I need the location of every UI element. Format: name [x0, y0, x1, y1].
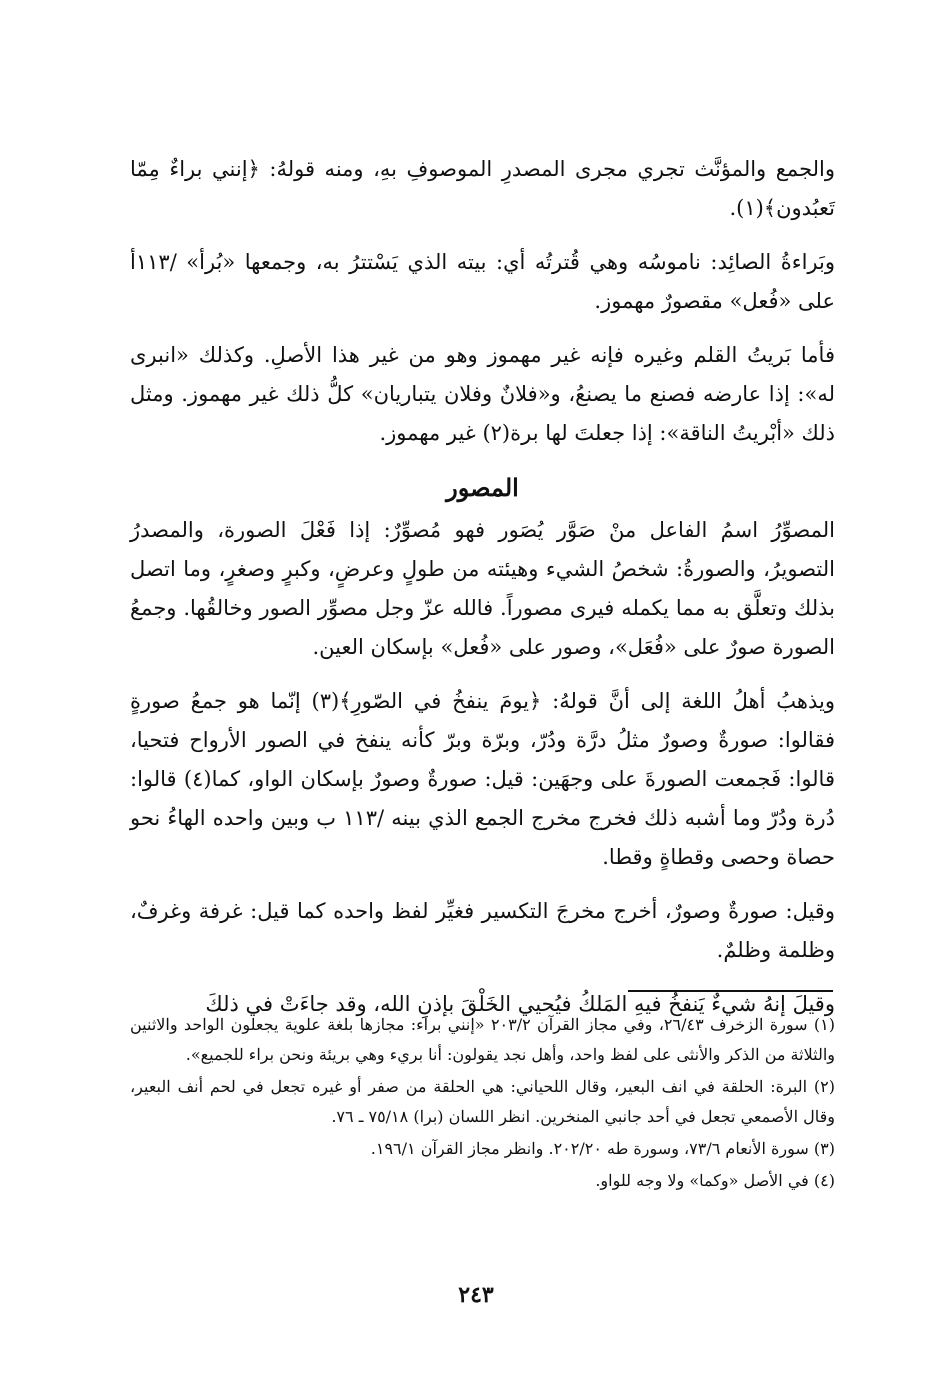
paragraph: والجمع والمؤنَّث تجري مجرى المصدرِ الموصوفِ بهِ، ومنه قولهُ: ﴿إنني براءٌ مِمّا تَعبُدون﴾(١). — [130, 157, 835, 220]
footnote: (١) سورة الزخرف ٢٦/٤٣، وفي مجاز القرآن ٢٠٣/٢ «إنني براء: مجازها بلغة علوية يجعلون الواحد والاثنين والثلاثة من الذكر والأنثى على لفظ واحد، وأهل نجد يقولون: أنا بريء وهي بريئة ونحن براء للجميع». — [130, 1015, 836, 1064]
footnote: (٣) سورة الأنعام ٧٣/٦، وسورة طه ٢٠٢/٢٠. وانظر مجاز القرآن ١٩٦/١. — [370, 1139, 835, 1158]
section-title: المصور — [446, 473, 519, 502]
page-number: ٢٤٣ — [458, 1282, 494, 1308]
footnote: (٢) البرة: الحلقة في انف البعير، وقال اللحياني: هي الحلقة من صفر أو غيره تجعل في لحم أنف البعير، وقال الأصمعي تجعل في أحد جانبي المنخرين. انظر اللسان (برا) ٧٥/١٨ ـ ٧٦. — [130, 1077, 835, 1126]
main-text — [130, 150, 835, 1039]
paragraph: المصوِّرُ اسمُ الفاعل منْ صَوَّر يُصَور فهو مُصوِّرٌ: إذا فَعْلَ الصورة، والمصدرُ التصويرُ، والصورةُ: شخصُ الشيء وهيئته من طولٍ وعرضٍ، وكبرٍ وصغرٍ، وما اتصل بذلك وتعلَّق به مما يكمله فيرى مصوراً. فالله عزّ وجل مصوِّر الصور وخالقُها. وجمعُ الصورة صورٌ على «فُعَل»، وصور على «فُعل» بإسكان العين. — [130, 518, 835, 659]
paragraph: وبَراءةُ الصائِد: ناموسُه وهي قُترتُه أي: بيته الذي يَسْتترُ به، وجمعها «بُرأ» /١١٣أ على «فُعل» مقصورٌ مهموز. — [130, 250, 835, 313]
footnote-separator — [628, 990, 833, 992]
footnotes — [130, 1010, 835, 1198]
footnote: (٤) في الأصل «وكما» ولا وجه للواو. — [595, 1171, 835, 1190]
paragraph: وقيل: صورةٌ وصورٌ، أخرج مخرجَ التكسير فغيِّر لفظ واحده كما قيل: غرفة وغرفٌ، وظلمة وظلمٌ. — [130, 899, 835, 962]
paragraph: وقيلَ إنهُ شيءٌ يَنفخُ فيهِ المَلكُ فيُحيي الخَلْقَ بإذنِ الله، وقد جاءَتْ في ذلكَ — [205, 992, 835, 1016]
paragraph: فأما بَريتُ القلم وغيره فإنه غير مهموز وهو من غير هذا الأصلِ. وكذلك «انبرى له»: إذا عارضه فصنع ما يصنعُ، و«فلانٌ وفلان يتباريان» كلُّ ذلك غير مهموز. ومثل ذلك «أبْريتُ الناقة»: إذا جعلتَ لها برة(٢) غير مهموز. — [130, 343, 835, 445]
paragraph: ويذهبُ أهلُ اللغة إلى أنَّ قولهُ: ﴿يومَ ينفخُ في الصّورِ﴾(٣) إنّما هو جمعُ صورةٍ فقالوا: صورةٌ وصورٌ مثلُ درَّة ودُرّ، وبرّة وبرّ كأنه ينفخ في الصور الأرواح فتحيا، قالوا: فَجمعت الصورةَ على وجهَين: قيل: صورةٌ وصورٌ بإسكان الواو، كما(٤) قالوا: دُرة ودُرّ وما أشبه ذلك فخرج مخرج الجمع الذي بينه /١١٣ ب وبين واحده الهاءُ نحو حصاة وحصى وقطاةٍ وقطا. — [130, 689, 835, 869]
